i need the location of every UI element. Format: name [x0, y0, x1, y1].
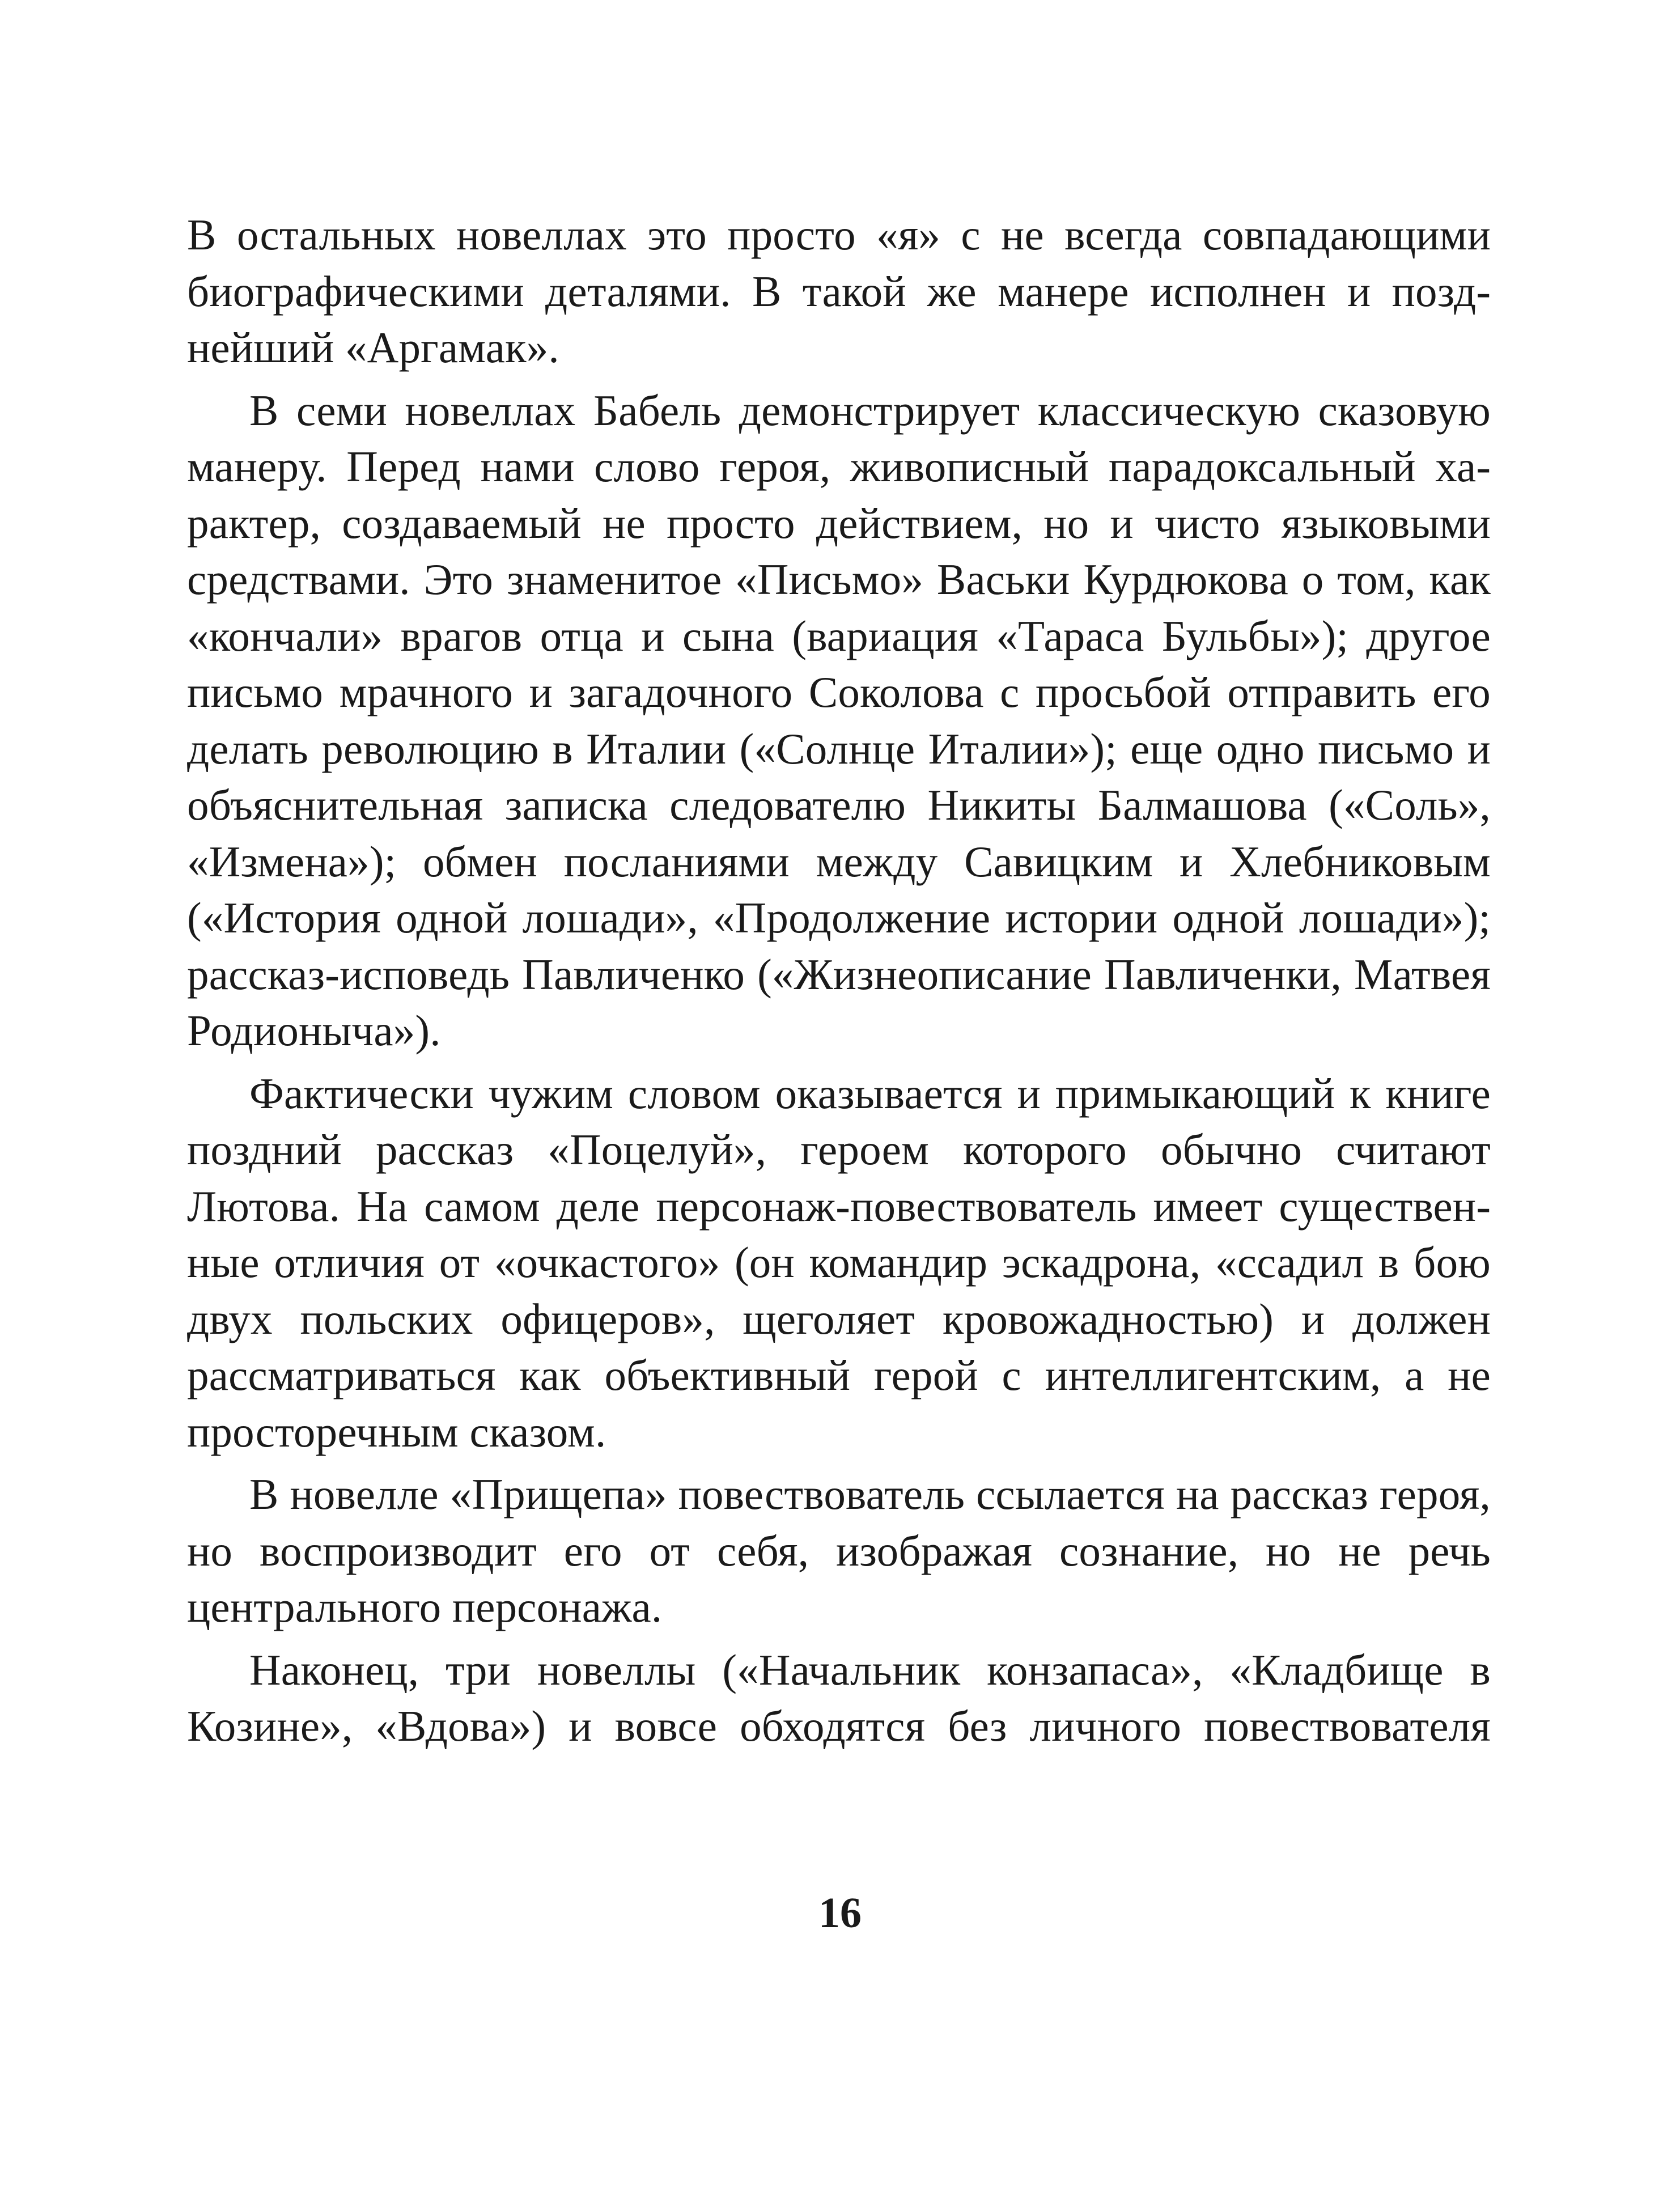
paragraph-4: В новелле «Прищепа» повествователь ссылается на рассказ героя, но воспроизводит его от себя, изображая сознание, но не речь центрального персонажа. [187, 1470, 1491, 1631]
page-number: 16 [818, 1889, 862, 1937]
paragraph-3: Фактически чужим словом оказывается и примыкающий к книге поздний рассказ «Поцелуй», героем которого обычно считают Лютова. На самом деле персонаж-повествователь имеет существенные отличия от «очкастого» (он командир эскадрона, «ссадил в бою двух польских офицеров», щеголяет кровожадностью) и должен рассматриваться как объективный герой с интеллигентским, а не просторечным сказом. [187, 1068, 1491, 1456]
paragraph-1: В остальных новеллах это просто «я» с не всегда совпадающими биографическими деталями. В такой же манере исполнен и позднейший «Аргамак». [187, 210, 1491, 372]
paragraph-5: Наконец, три новеллы («Начальник конзапаса», «Кладбище в Козине», «Вдова») и вовсе обходятся без личного повествователя [187, 1645, 1491, 1750]
body-text [187, 207, 1491, 1755]
paragraph-2: В семи новеллах Бабель демонстрирует классическую сказовую манеру. Перед нами слово героя, живописный парадоксальный характер, создаваемый не просто действием, но и чисто языковыми средствами. Это знаменитое «Письмо» Васьки Курдюкова о том, как «кончали» врагов отца и сына (вариация «Тараса Бульбы»); другое письмо мрачного и загадочного Соколова с просьбой отправить его делать революцию в Италии («Солнце Италии»); еще одно письмо и объяснительная записка следователю Никиты Балмашова («Соль», «Измена»); обмен посланиями между Савицким и Хлебниковым («История одной лошади», «Продолжение истории одной лошади»); рассказ-исповедь Павличенко («Жизнеописание Павличенки, Матвея Родионыча»). [187, 385, 1491, 1055]
